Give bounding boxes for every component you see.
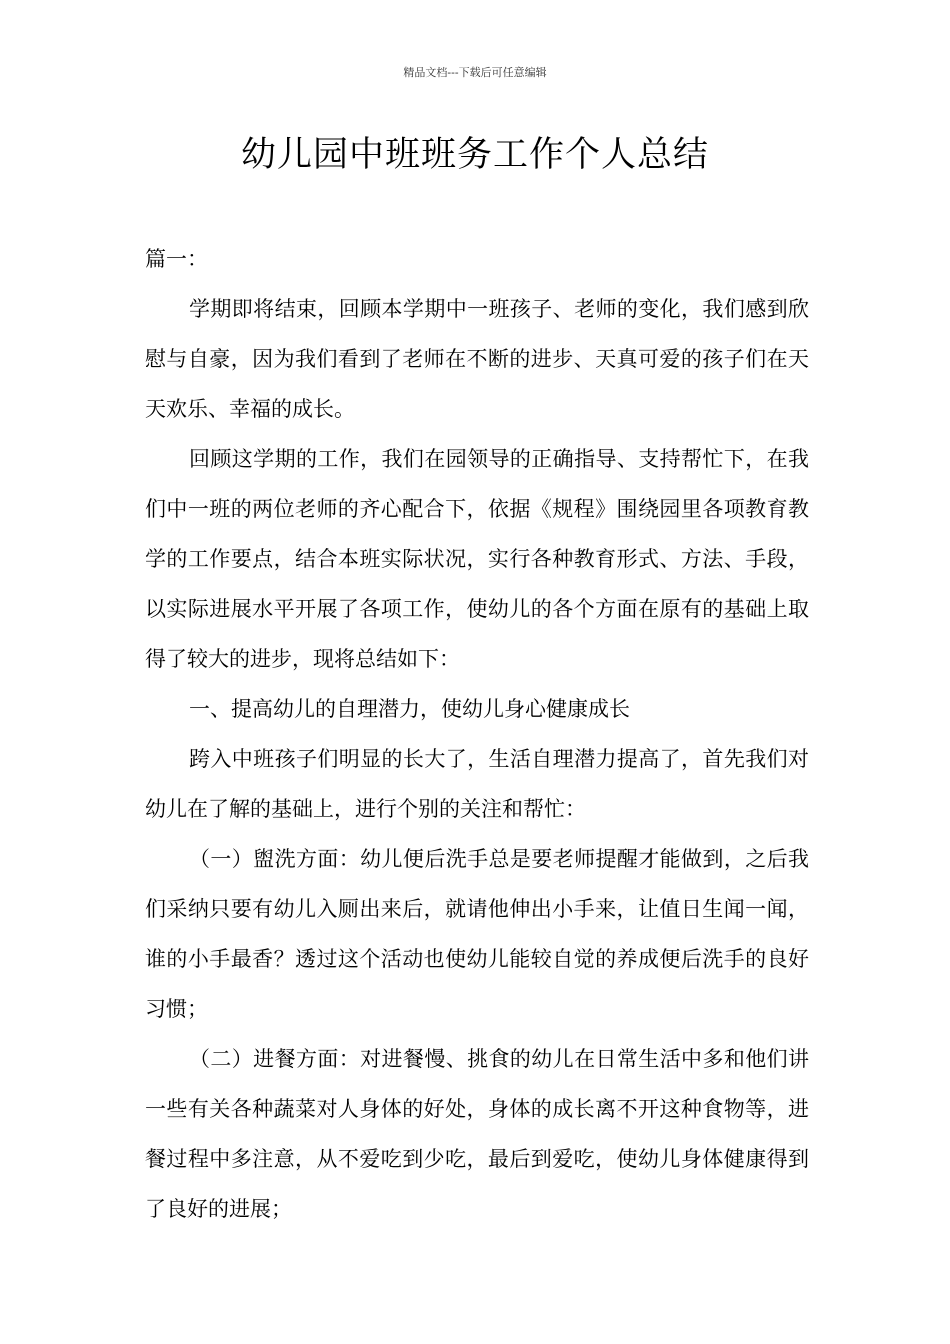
section-heading: 一、提高幼儿的自理潜力，使幼儿身心健康成长 [189, 697, 630, 721]
page-header-note: 精品文档---下载后可任意编辑 [403, 66, 547, 79]
document-body [145, 234, 809, 1234]
body-paragraph: 学期即将结束，回顾本学期中一班孩子、老师的变化，我们感到欣慰与自豪，因为我们看到了老师在不断的进步、天真可爱的孩子们在天天欢乐、幸福的成长。 [145, 297, 809, 421]
body-paragraph: （一）盥洗方面：幼儿便后洗手总是要老师提醒才能做到，之后我们采纳只要有幼儿入厕出来后，就请他伸出小手来，让值日生闻一闻，谁的小手最香？透过这个活动也使幼儿能较自觉的养成便后洗手的良好习惯； [145, 847, 809, 1021]
body-paragraph: 回顾这学期的工作，我们在园领导的正确指导、支持帮忙下，在我们中一班的两位老师的齐心配合下，依据《规程》围绕园里各项教育教学的工作要点，结合本班实际状况，实行各种教育形式、方法、手段，以实际进展水平开展了各项工作，使幼儿的各个方面在原有的基础上取得了较大的进步，现将总结如下： [145, 447, 809, 671]
document-title: 幼儿园中班班务工作个人总结 [240, 135, 709, 175]
body-paragraph: （二）进餐方面：对进餐慢、挑食的幼儿在日常生活中多和他们讲一些有关各种蔬菜对人身体的好处，身体的成长离不开这种食物等，进餐过程中多注意，从不爱吃到少吃，最后到爱吃，使幼儿身体健康得到了良好的进展； [145, 1047, 809, 1221]
section-label: 篇一： [145, 247, 208, 271]
body-paragraph: 跨入中班孩子们明显的长大了，生活自理潜力提高了，首先我们对幼儿在了解的基础上，进行个别的关注和帮忙： [145, 747, 809, 821]
